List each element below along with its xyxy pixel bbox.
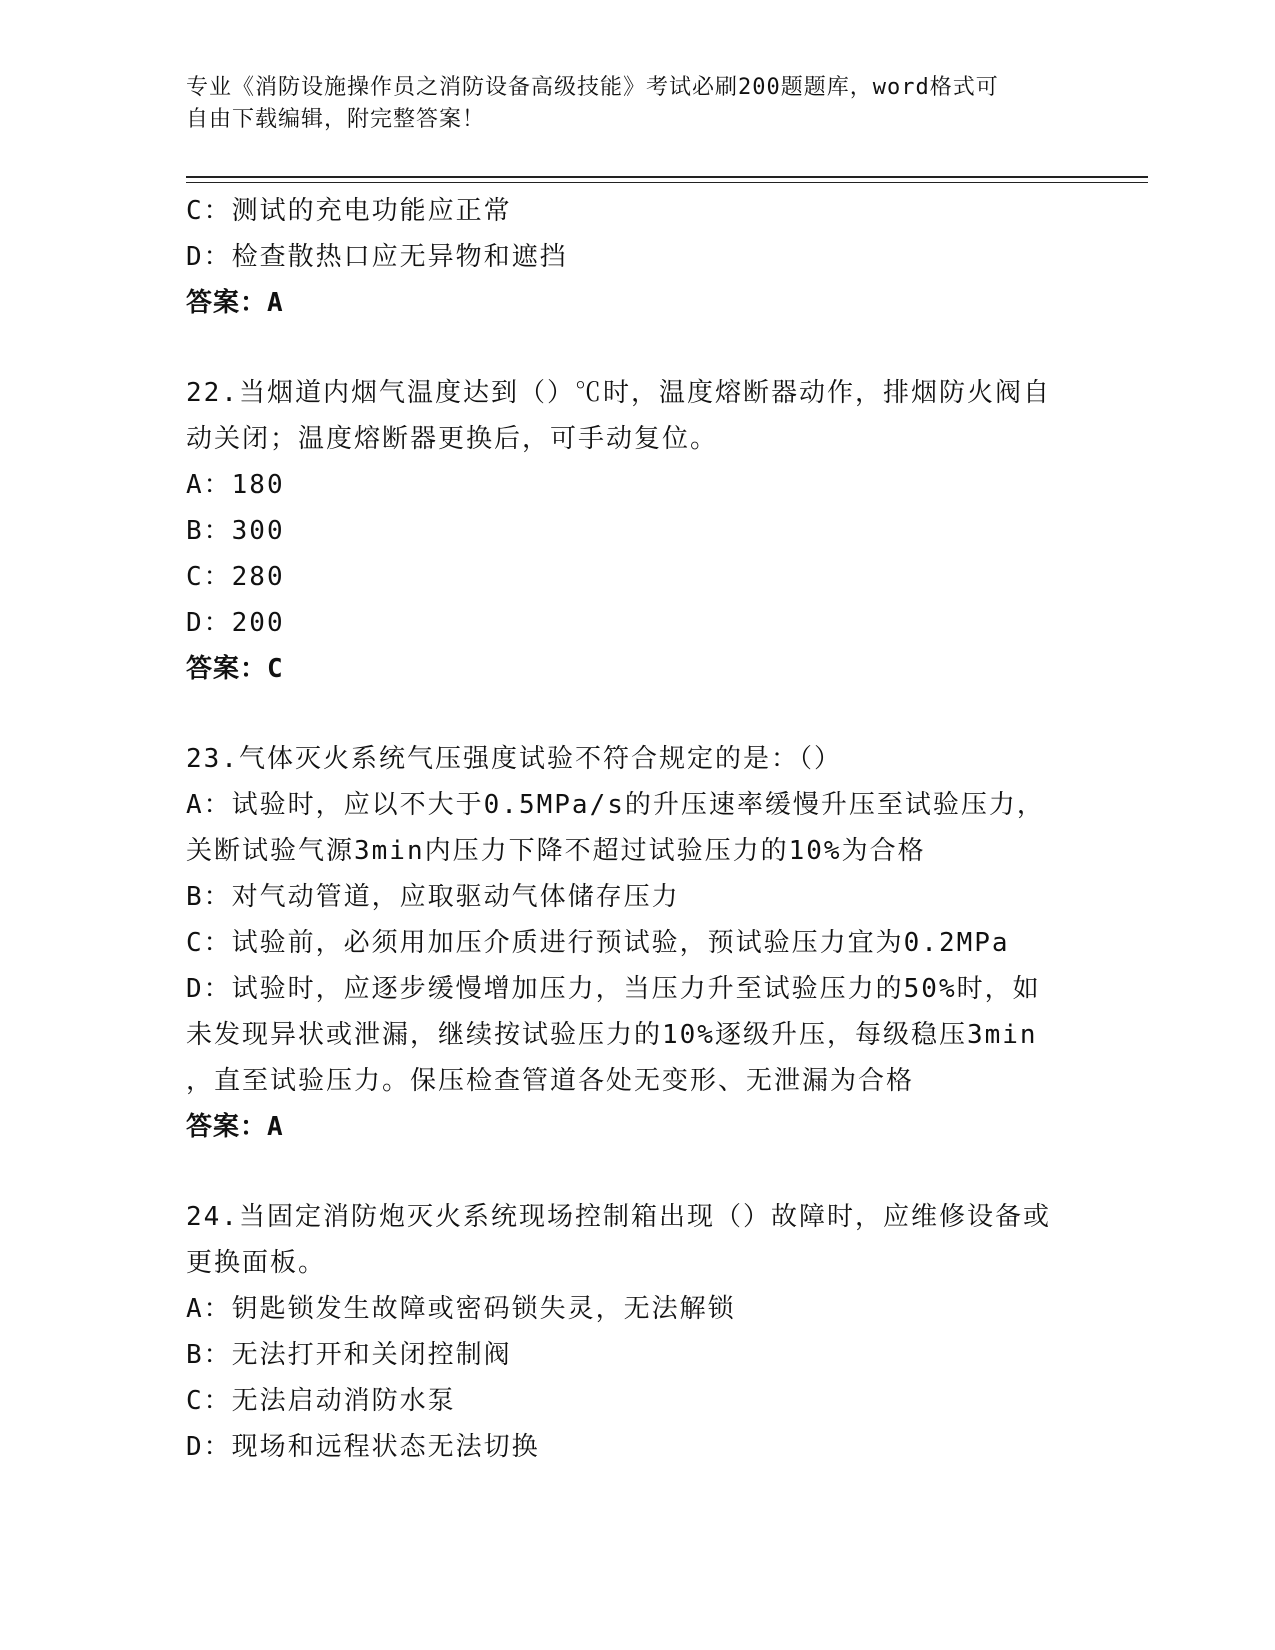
- question-stem-line: 更换面板。: [186, 1248, 327, 1278]
- header-divider-thin: [186, 182, 1148, 183]
- option-d: D：200: [186, 608, 285, 638]
- option-d: D：现场和远程状态无法切换: [186, 1432, 540, 1462]
- option-a: A：钥匙锁发生故障或密码锁失灵，无法解锁: [186, 1294, 736, 1324]
- option-d-line: D：试验时，应逐步缓慢增加压力，当压力升至试验压力的50%时，如: [186, 974, 1041, 1004]
- document-body: [186, 188, 1086, 1470]
- question-stem-line: 22.当烟道内烟气温度达到（）℃时，温度熔断器动作，排烟防火阀自: [186, 378, 1051, 408]
- header-line-2: 自由下载编辑，附完整答案！: [186, 107, 486, 132]
- header-divider-thick: [186, 176, 1148, 178]
- option-c: C：无法启动消防水泵: [186, 1386, 456, 1416]
- option-b: B：对气动管道，应取驱动气体储存压力: [186, 882, 680, 912]
- question-stem-line: 动关闭；温度熔断器更换后，可手动复位。: [186, 424, 719, 454]
- option-a-line: A：试验时，应以不大于0.5MPa/s的升压速率缓慢升压至试验压力，: [186, 790, 1045, 820]
- document-header: [186, 72, 1076, 136]
- option-c: C：试验前，必须用加压介质进行预试验，预试验压力宜为0.2MPa: [186, 928, 1010, 958]
- option-a-line: 关断试验气源3min内压力下降不超过试验压力的10%为合格: [186, 836, 926, 866]
- spacer: [186, 1150, 1086, 1194]
- spacer: [186, 326, 1086, 370]
- question-stem-line: 23.气体灭火系统气压强度试验不符合规定的是：（）: [186, 744, 842, 774]
- question-stem-line: 24.当固定消防炮灭火系统现场控制箱出现（）故障时，应维修设备或: [186, 1202, 1051, 1232]
- answer-line: 答案：A: [186, 288, 284, 318]
- question-24: [186, 1194, 1086, 1470]
- option-c: C：280: [186, 562, 285, 592]
- option-b: B：300: [186, 516, 285, 546]
- option-d: D：检查散热口应无异物和遮挡: [186, 242, 568, 272]
- answer-line: 答案：A: [186, 1112, 284, 1142]
- option-c: C：测试的充电功能应正常: [186, 196, 512, 226]
- option-d-line: 未发现异状或泄漏，继续按试验压力的10%逐级升压，每级稳压3min: [186, 1020, 1038, 1050]
- option-d-line: ，直至试验压力。保压检查管道各处无变形、无泄漏为合格: [186, 1066, 915, 1096]
- option-b: B：无法打开和关闭控制阀: [186, 1340, 512, 1370]
- question-22: [186, 370, 1086, 692]
- option-a: A：180: [186, 470, 285, 500]
- header-line-1: 专业《消防设施操作员之消防设备高级技能》考试必刷200题题库，word格式可: [186, 75, 999, 100]
- spacer: [186, 692, 1086, 736]
- question-23: [186, 736, 1086, 1150]
- question-21-tail: [186, 188, 1086, 326]
- answer-line: 答案：C: [186, 654, 284, 684]
